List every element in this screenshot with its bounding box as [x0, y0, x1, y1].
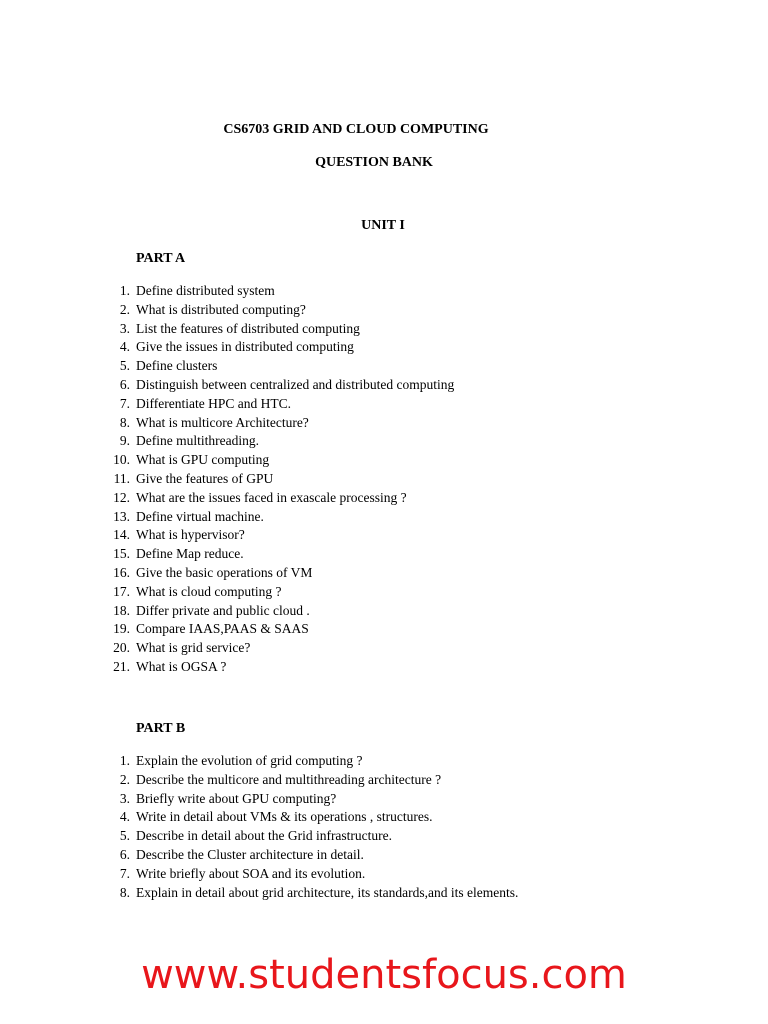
question-number: 4.: [119, 809, 130, 825]
question-number: 10.: [113, 452, 130, 468]
question-text: What is GPU computing: [136, 452, 270, 468]
question-text: Explain the evolution of grid computing ?: [136, 753, 363, 768]
question-number: 3.: [119, 320, 130, 336]
question-text: Give the features of GPU: [136, 470, 274, 486]
question-number: 6.: [119, 846, 130, 862]
question-text: What is distributed computing?: [136, 301, 306, 317]
question-text: Differentiate HPC and HTC.: [136, 395, 291, 411]
part-b-heading: PART B: [136, 721, 186, 736]
question-number: 13.: [113, 508, 130, 524]
question-number: 16.: [113, 564, 130, 580]
question-text: List the features of distributed computing: [136, 320, 360, 336]
question-number: 8.: [119, 414, 130, 430]
question-number: 1.: [119, 753, 130, 768]
question-text: Write in detail about VMs & its operations , structures.: [136, 809, 433, 825]
question-text: Briefly write about GPU computing?: [136, 790, 337, 806]
question-text: What is OGSA ?: [136, 658, 227, 674]
question-number: 21.: [113, 658, 130, 674]
question-text: Give the basic operations of VM: [136, 564, 313, 580]
question-text: What is multicore Architecture?: [136, 414, 309, 430]
part-a-heading: PART A: [136, 251, 186, 266]
question-text: Write briefly about SOA and its evolution.: [136, 865, 366, 881]
question-text: Define virtual machine.: [136, 508, 264, 524]
question-text: Compare IAAS,PAAS & SAAS: [136, 621, 309, 637]
question-number: 15.: [113, 546, 130, 562]
question-number: 20.: [113, 640, 130, 656]
question-number: 18.: [113, 602, 130, 618]
website-watermark: www.studentsfocus.com: [141, 952, 627, 998]
question-text: Define clusters: [136, 358, 218, 374]
question-number: 12.: [113, 489, 130, 505]
unit-heading: UNIT I: [361, 218, 405, 233]
question-text: Describe in detail about the Grid infrastructure.: [136, 828, 393, 844]
question-number: 1.: [119, 283, 130, 298]
question-text: Define Map reduce.: [136, 546, 244, 562]
question-text: What is hypervisor?: [136, 527, 245, 543]
question-text: What is grid service?: [136, 640, 251, 656]
question-number: 8.: [119, 884, 130, 900]
question-text: Explain in detail about grid architecture, its standards,and its elements.: [136, 884, 519, 900]
question-number: 3.: [119, 790, 130, 806]
question-number: 9.: [119, 433, 130, 449]
question-number: 19.: [113, 621, 130, 637]
document-subtitle: QUESTION BANK: [315, 155, 433, 170]
document-title: CS6703 GRID AND CLOUD COMPUTING: [223, 122, 489, 137]
question-text: Describe the multicore and multithreading architecture ?: [136, 771, 442, 787]
question-number: 14.: [113, 527, 130, 543]
question-text: Describe the Cluster architecture in detail.: [136, 846, 364, 862]
question-text: What are the issues faced in exascale processing ?: [136, 489, 407, 505]
question-number: 4.: [119, 339, 130, 355]
question-text: Differ private and public cloud .: [136, 602, 310, 618]
question-number: 5.: [119, 828, 130, 844]
question-number: 17.: [113, 583, 130, 599]
question-number: 2.: [119, 771, 130, 787]
question-text: Distinguish between centralized and distributed computing: [136, 376, 455, 392]
question-number: 7.: [119, 395, 130, 411]
question-number: 7.: [119, 865, 130, 881]
question-number: 11.: [113, 470, 130, 486]
question-text: What is cloud computing ?: [136, 583, 282, 599]
question-number: 5.: [119, 358, 130, 374]
question-text: Give the issues in distributed computing: [136, 339, 354, 355]
question-number: 6.: [119, 376, 130, 392]
question-text: Define multithreading.: [136, 433, 259, 449]
question-number: 2.: [119, 301, 130, 317]
question-text: Define distributed system: [136, 283, 275, 298]
